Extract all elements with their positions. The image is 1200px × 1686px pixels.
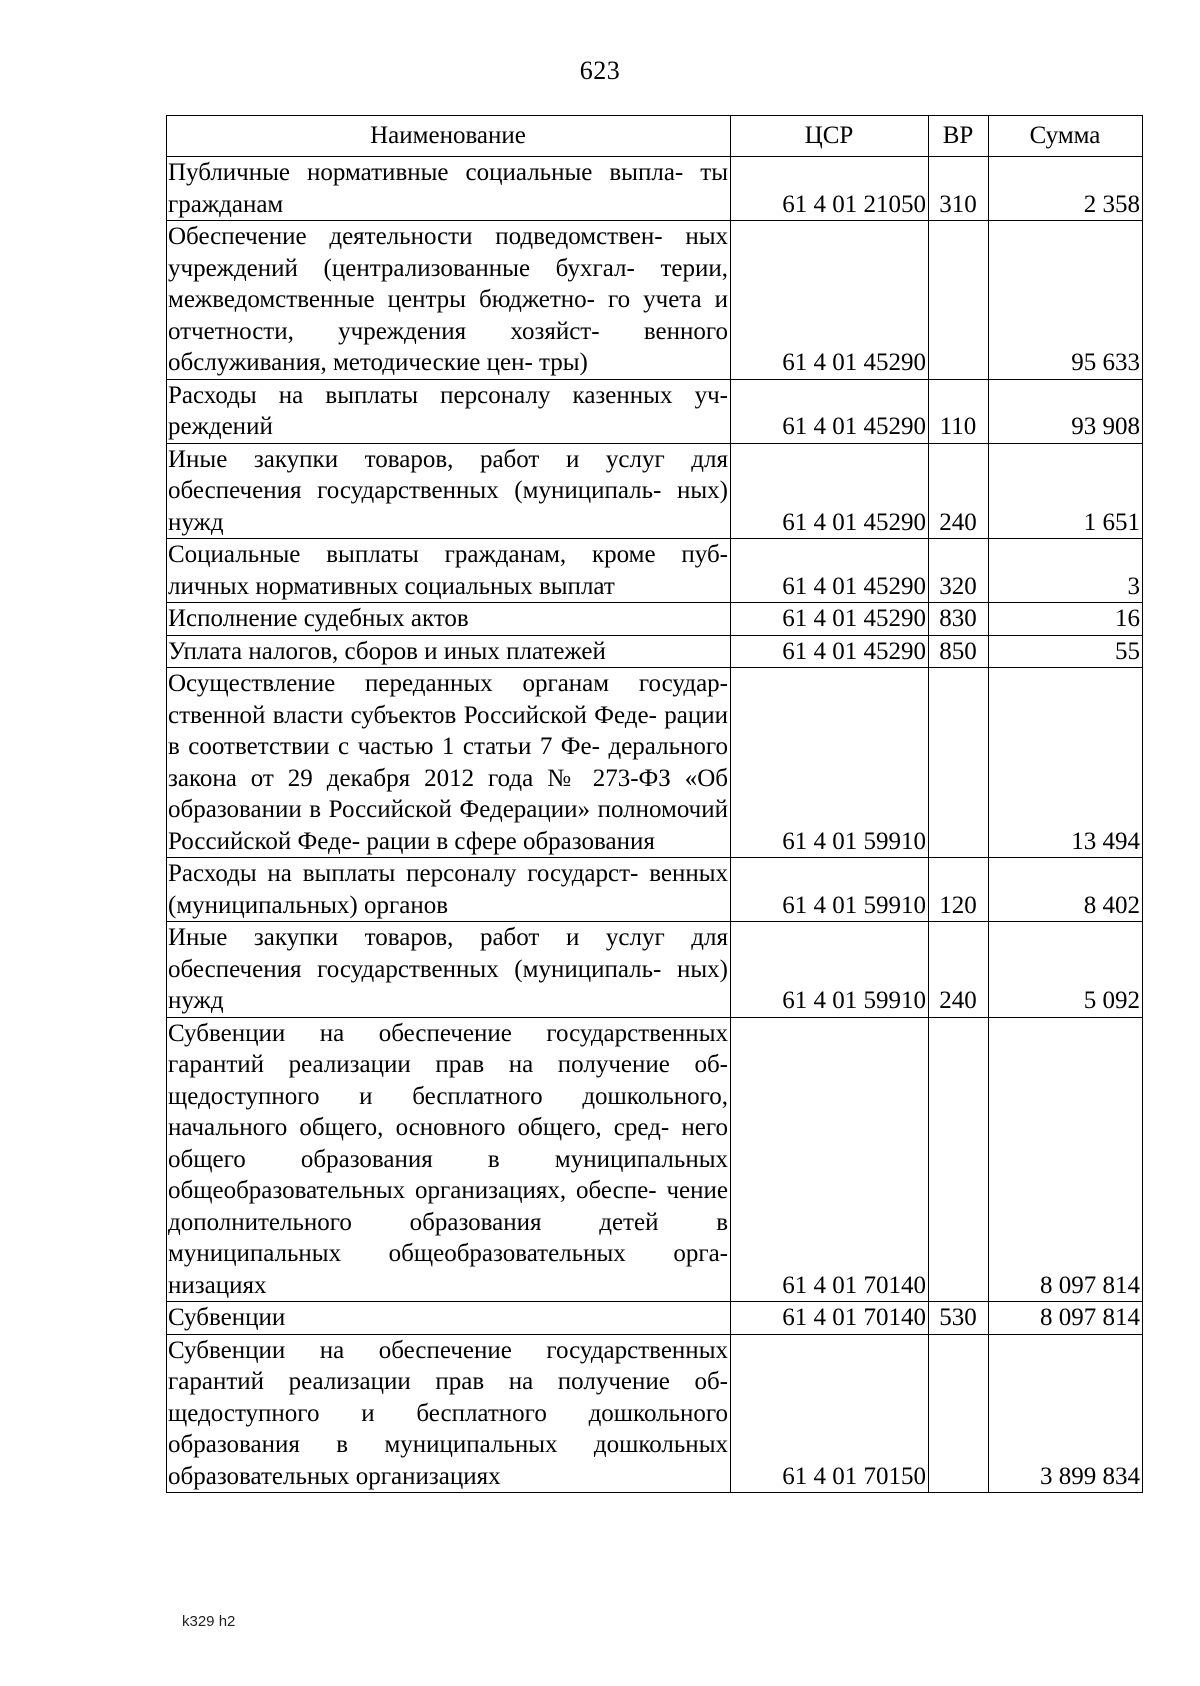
row-vr-cell: 850 bbox=[929, 635, 989, 668]
row-name-cell bbox=[167, 379, 731, 443]
row-name-line: образовательных организациях bbox=[168, 1462, 501, 1490]
table-row bbox=[167, 668, 1143, 858]
row-name-line: Обеспечение деятельности подведомствен- bbox=[168, 223, 663, 250]
row-vr-cell bbox=[929, 1334, 989, 1493]
row-name-line: образования в муниципальных дошкольных bbox=[168, 1431, 728, 1458]
table-row bbox=[167, 922, 1143, 1018]
row-vr-cell: 120 bbox=[929, 858, 989, 922]
row-name-line: него общего образования в муниципальных bbox=[168, 1114, 729, 1173]
row-name-line: Расходы на выплаты персоналу государст- bbox=[168, 860, 639, 887]
row-sum-cell: 5 092 bbox=[989, 922, 1143, 1018]
row-sum-cell: 3 899 834 bbox=[989, 1334, 1143, 1493]
row-name-line: Федерации» полномочий Российской Феде- bbox=[168, 796, 729, 855]
budget-table bbox=[166, 115, 1143, 1493]
row-name-line: венного обслуживания, методические цен- bbox=[168, 317, 728, 376]
row-name-line: рации в соответствии с частью 1 статьи 7 Фе- bbox=[168, 701, 729, 760]
row-name-cell bbox=[167, 443, 731, 539]
row-name-cell bbox=[167, 668, 731, 858]
row-csr-cell: 61 4 01 45290 bbox=[731, 443, 929, 539]
row-name-line: дерального закона от 29 декабря 2012 года bbox=[168, 733, 728, 792]
table-header bbox=[167, 116, 1143, 157]
row-name-line: Исполнение судебных актов bbox=[168, 605, 469, 632]
row-vr-cell bbox=[929, 668, 989, 858]
row-name-line: обеспечения государственных (муниципаль- bbox=[168, 477, 662, 504]
row-sum-cell: 95 633 bbox=[989, 221, 1143, 380]
row-name-line: го учета и отчетности, учреждения хозяйст- bbox=[168, 286, 728, 345]
table-row bbox=[167, 1334, 1143, 1493]
row-name-line: щедоступного и бесплатного дошкольного, bbox=[168, 1082, 728, 1110]
row-vr-cell: 310 bbox=[929, 157, 989, 221]
row-csr-cell: 61 4 01 45290 bbox=[731, 539, 929, 603]
footer-code: k329 h2 bbox=[182, 1613, 236, 1630]
row-name-cell bbox=[167, 539, 731, 603]
row-name-line: Субвенции на обеспечение государственных bbox=[168, 1019, 728, 1047]
row-sum-cell: 55 bbox=[989, 635, 1143, 668]
row-csr-cell: 61 4 01 59910 bbox=[731, 668, 929, 858]
row-name-line: Социальные выплаты гражданам, кроме пуб- bbox=[168, 541, 728, 568]
row-csr-cell: 61 4 01 21050 bbox=[731, 157, 929, 221]
row-name-line: общеобразовательных организациях, обеспе- bbox=[168, 1177, 657, 1204]
row-name-line: тры) bbox=[539, 349, 588, 376]
row-csr-cell: 61 4 01 59910 bbox=[731, 922, 929, 1018]
header-csr: ЦСР bbox=[731, 116, 929, 157]
row-vr-cell: 110 bbox=[929, 379, 989, 443]
row-name-line: № 273-ФЗ «Об образовании в Российской bbox=[168, 764, 729, 823]
header-row bbox=[167, 116, 1143, 157]
row-name-cell bbox=[167, 157, 731, 221]
table-row bbox=[167, 157, 1143, 221]
row-vr-cell: 240 bbox=[929, 443, 989, 539]
row-name-line: Иные закупки товаров, работ и услуг для bbox=[168, 924, 728, 951]
row-name-line: чение дополнительного образования детей в bbox=[168, 1177, 728, 1236]
row-name-line: ных учреждений (централизованные бухгал- bbox=[168, 223, 728, 282]
header-vr: ВР bbox=[929, 116, 989, 157]
row-sum-cell: 8 097 814 bbox=[989, 1017, 1143, 1302]
row-csr-cell: 61 4 01 59910 bbox=[731, 858, 929, 922]
table-body bbox=[167, 157, 1143, 1493]
row-name-line: щедоступного и бесплатного дошкольного bbox=[168, 1399, 728, 1427]
row-name-line: терии, межведомственные центры бюджетно- bbox=[168, 254, 728, 313]
row-name-line: Осуществление переданных органам государ- bbox=[168, 670, 728, 697]
row-name-line: личных нормативных социальных выплат bbox=[168, 572, 615, 600]
row-name-line: Субвенции bbox=[168, 1304, 286, 1331]
row-name-line: Субвенции на обеспечение государственных bbox=[168, 1336, 728, 1364]
row-name-line: рации в сфере образования bbox=[366, 827, 655, 855]
header-sum: Сумма bbox=[989, 116, 1143, 157]
row-name-line: гарантий реализации прав на получение об- bbox=[168, 1368, 728, 1395]
table-row bbox=[167, 539, 1143, 603]
row-name-line: ственной власти субъектов Российской Феде- bbox=[168, 701, 657, 729]
row-name-line: реждений bbox=[168, 413, 273, 440]
row-sum-cell: 8 402 bbox=[989, 858, 1143, 922]
row-sum-cell: 16 bbox=[989, 603, 1143, 636]
row-name-line: венных (муниципальных) органов bbox=[168, 860, 728, 919]
table-row bbox=[167, 635, 1143, 668]
row-sum-cell: 1 651 bbox=[989, 443, 1143, 539]
row-name-line: ных) нужд bbox=[168, 477, 729, 536]
row-csr-cell: 61 4 01 45290 bbox=[731, 635, 929, 668]
table-row bbox=[167, 443, 1143, 539]
row-sum-cell: 93 908 bbox=[989, 379, 1143, 443]
row-name-line: обеспечения государственных (муниципаль- bbox=[168, 955, 662, 983]
row-name-line: гарантий реализации прав на получение об- bbox=[168, 1051, 728, 1078]
page-number: 623 bbox=[579, 56, 621, 85]
row-vr-cell: 530 bbox=[929, 1302, 989, 1335]
row-name-line: Расходы на выплаты персоналу казенных уч- bbox=[168, 381, 728, 409]
row-vr-cell: 830 bbox=[929, 603, 989, 636]
row-sum-cell: 8 097 814 bbox=[989, 1302, 1143, 1335]
row-name-cell bbox=[167, 635, 731, 668]
row-name-line: ты гражданам bbox=[168, 159, 728, 218]
row-csr-cell: 61 4 01 70140 bbox=[731, 1017, 929, 1302]
row-vr-cell bbox=[929, 221, 989, 380]
header-name: Наименование bbox=[167, 116, 731, 157]
row-name-line: ных) нужд bbox=[168, 955, 729, 1014]
row-vr-cell: 240 bbox=[929, 922, 989, 1018]
row-name-line: Уплата налогов, сборов и иных платежей bbox=[168, 637, 606, 665]
row-vr-cell: 320 bbox=[929, 539, 989, 603]
row-name-line: низациях bbox=[168, 1271, 267, 1299]
row-name-line: Иные закупки товаров, работ и услуг для bbox=[168, 445, 728, 473]
row-name-cell bbox=[167, 1302, 731, 1335]
row-csr-cell: 61 4 01 45290 bbox=[731, 603, 929, 636]
row-name-cell bbox=[167, 603, 731, 636]
table-row bbox=[167, 379, 1143, 443]
row-sum-cell: 3 bbox=[989, 539, 1143, 603]
row-csr-cell: 61 4 01 70150 bbox=[731, 1334, 929, 1493]
row-sum-cell: 13 494 bbox=[989, 668, 1143, 858]
row-csr-cell: 61 4 01 45290 bbox=[731, 379, 929, 443]
row-csr-cell: 61 4 01 45290 bbox=[731, 221, 929, 380]
row-name-cell bbox=[167, 221, 731, 380]
row-name-cell bbox=[167, 1017, 731, 1302]
row-name-cell bbox=[167, 1334, 731, 1493]
row-name-cell bbox=[167, 922, 731, 1018]
row-sum-cell: 2 358 bbox=[989, 157, 1143, 221]
table-row bbox=[167, 1302, 1143, 1335]
row-name-line: начального общего, основного общего, сред- bbox=[168, 1114, 670, 1141]
row-name-line: муниципальных общеобразовательных орга- bbox=[168, 1240, 728, 1267]
row-name-line: Публичные нормативные социальные выпла- bbox=[168, 159, 684, 186]
table-row bbox=[167, 603, 1143, 636]
row-csr-cell: 61 4 01 70140 bbox=[731, 1302, 929, 1335]
table-row bbox=[167, 1017, 1143, 1302]
row-vr-cell bbox=[929, 1017, 989, 1302]
row-name-cell bbox=[167, 858, 731, 922]
table-row bbox=[167, 858, 1143, 922]
table-row bbox=[167, 221, 1143, 380]
